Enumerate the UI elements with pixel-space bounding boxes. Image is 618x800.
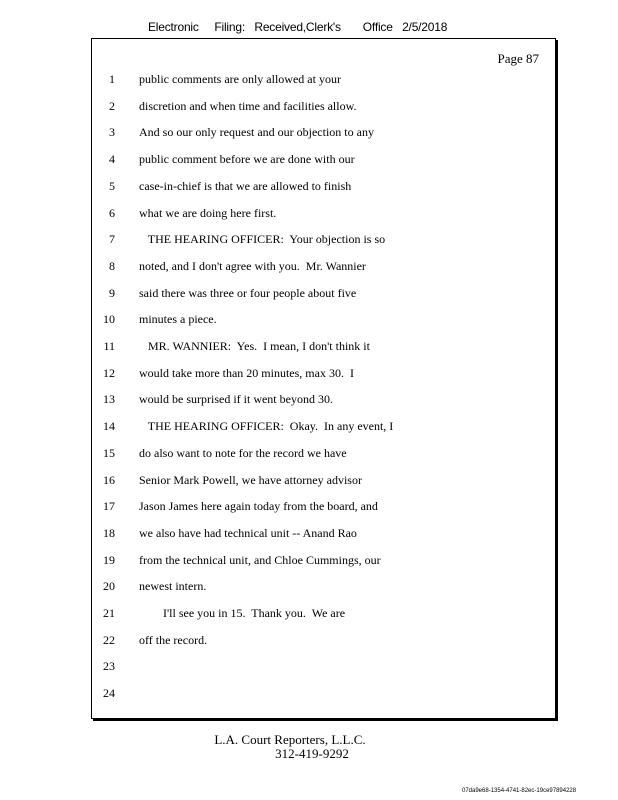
transcript-line [92,96,555,116]
transcript-line [92,122,555,142]
line-text: THE HEARING OFFICER: Okay. In any event, I [139,419,394,434]
line-text: from the technical unit, and Chloe Cummings, our [139,552,381,567]
transcript-line [92,630,555,650]
line-text: case-in-chief is that we are allowed to finish [139,178,352,193]
line-number: 19 [103,552,115,567]
line-number: 5 [109,178,115,193]
transcript-line [92,256,555,276]
line-text: said there was three or four people about five [139,285,357,300]
transcript-line [92,550,555,570]
line-number: 14 [103,419,115,434]
transcript-line [92,683,555,703]
transcript-line [92,229,555,249]
line-text: discretion and when time and facilities allow. [139,98,357,113]
transcript-line [92,176,555,196]
line-number: 12 [103,365,115,380]
line-number: 16 [103,472,115,487]
line-number: 15 [103,445,115,460]
line-text: public comments are only allowed at your [139,72,341,86]
transcript-line [92,496,555,516]
transcript-line [92,523,555,543]
line-text: what we are doing here first. [139,205,277,220]
line-number: 21 [103,606,115,620]
transcript-line [92,149,555,169]
line-text: public comment before we are done with our [139,152,355,167]
line-number: 18 [103,525,115,540]
transcript-line [92,416,555,436]
court-reporter-phone: 312-419-9292 [275,746,349,761]
line-text: noted, and I don't agree with you. Mr. Wannier [139,258,366,273]
line-number: 7 [109,232,115,247]
line-number: 3 [109,125,115,140]
line-text: MR. WANNIER: Yes. I mean, I don't think it [139,339,370,353]
transcript-line [92,69,555,89]
line-number: 17 [103,499,115,514]
line-text: we also have had technical unit -- Anand Rao [139,525,357,540]
transcript-line [92,443,555,463]
transcript-line [92,363,555,383]
page-number: Page 87 [497,51,539,66]
transcript-line [92,470,555,490]
line-number: 4 [109,152,115,167]
line-number: 20 [103,579,115,594]
transcript-page [91,38,556,719]
line-text: Senior Mark Powell, we have attorney advisor [139,472,362,487]
line-text: minutes a piece. [139,312,217,327]
transcript-line [92,389,555,409]
line-number: 11 [103,339,115,353]
line-text: off the record. [139,632,208,647]
transcript-line [92,336,555,356]
line-number: 9 [109,285,115,300]
line-text: would be surprised if it went beyond 30. [139,392,333,407]
line-number: 8 [109,258,115,273]
line-number: 24 [103,686,115,701]
footer [0,733,580,761]
document-id: 07da9e68-1354-4741-82ec-19ce97894228 [462,788,577,794]
transcript-line [92,656,555,676]
line-text: Jason James here again today from the board, and [139,499,378,514]
line-text: And so our only request and our objection to any [139,125,374,140]
transcript-line [92,283,555,303]
line-number: 6 [109,205,115,220]
line-text: THE HEARING OFFICER: Your objection is so [139,232,386,247]
line-number: 1 [109,72,115,86]
transcript-line [92,576,555,596]
line-text: do also want to note for the record we have [139,445,347,460]
line-text: would take more than 20 minutes, max 30. I [139,365,354,380]
transcript-line [92,603,555,623]
line-number: 23 [103,659,115,674]
electronic-filing-stamp: Electronic Filing: Received,Clerk's Office 2/5/2018 [148,20,448,34]
court-reporter-name: L.A. Court Reporters, L.L.C. [214,732,366,747]
line-number: 2 [109,98,115,113]
line-number: 22 [103,632,115,647]
line-text: I'll see you in 15. Thank you. We are [139,606,346,620]
transcript-line [92,309,555,329]
line-number: 13 [103,392,115,407]
line-number: 10 [103,312,115,327]
transcript-line [92,203,555,223]
line-text: newest intern. [139,579,207,594]
